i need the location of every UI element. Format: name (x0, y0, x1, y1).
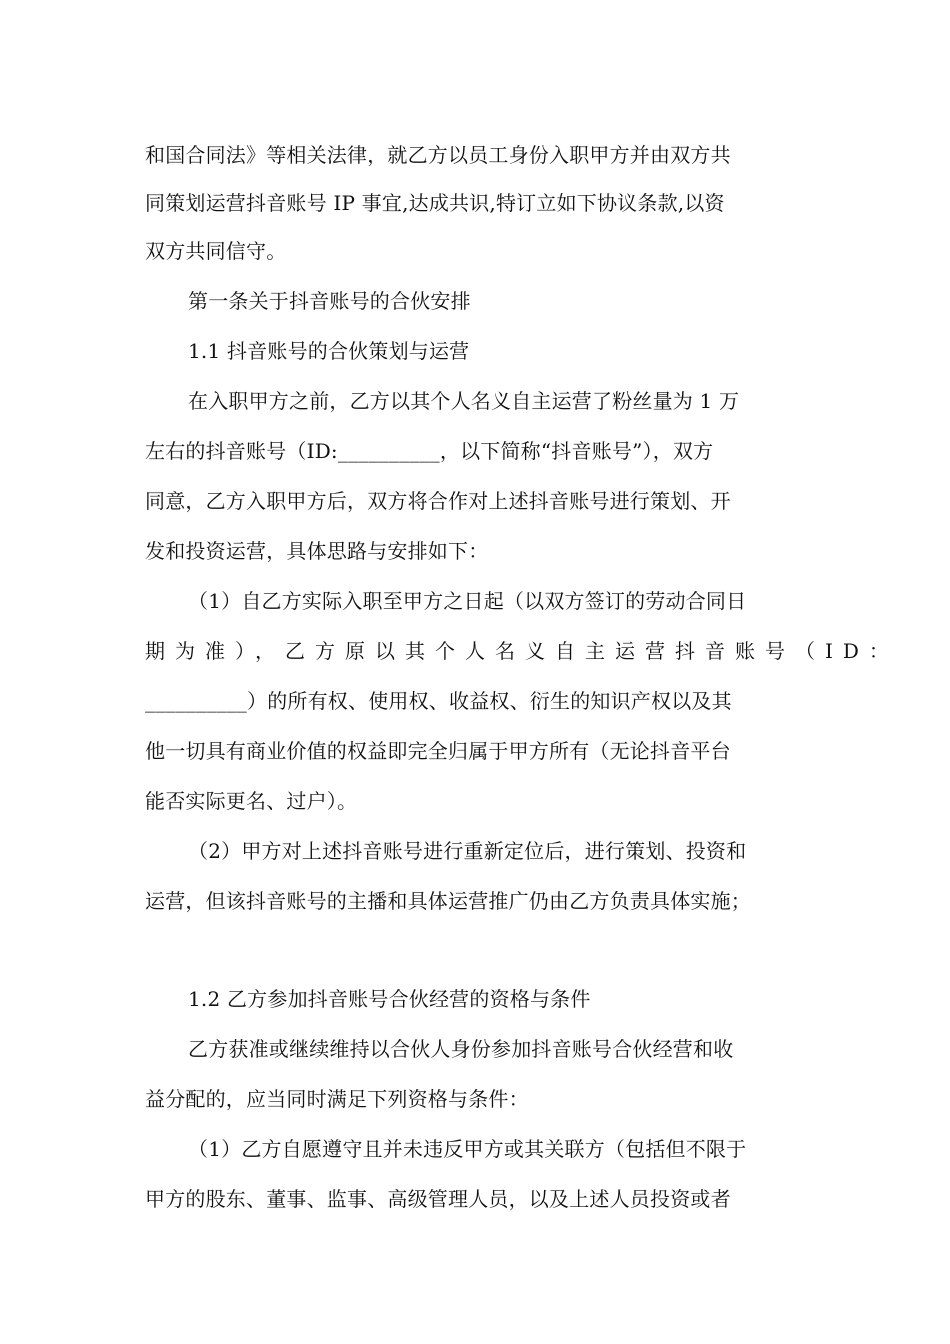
text-line (0, 436, 950, 466)
line-text: 能否实际更名、过户）。 (145, 789, 358, 813)
line-text: 运营，但该抖音账号的主播和具体运营推广仍由乙方负责具体实施； (145, 889, 751, 913)
line-text: 同意，乙方入职甲方后，双方将合作对上述抖音账号进行策划、开 (145, 489, 731, 513)
line-text: （2）甲方对上述抖音账号进行重新定位后，进行策划、投资和 (188, 839, 747, 863)
text-line (0, 188, 950, 218)
text-line (0, 236, 950, 266)
text-line (0, 836, 950, 866)
line-text: 期为准），乙方原以其个人名义自主运营抖音账号（ID： (145, 639, 899, 663)
line-text: 1.2 乙方参加抖音账号合伙经营的资格与条件 (188, 987, 591, 1011)
line-text: 他一切具有商业价值的权益即完全归属于甲方所有（无论抖音平台 (145, 739, 731, 763)
line-text: 益分配的，应当同时满足下列资格与条件： (145, 1087, 529, 1111)
line-text: 和国合同法》等相关法律，就乙方以员工身份入职甲方并由双方共 (145, 143, 731, 167)
text-line (0, 1084, 950, 1114)
text-line (0, 1184, 950, 1214)
text-line (0, 486, 950, 516)
text-line (0, 140, 950, 170)
subsection-heading (0, 336, 950, 366)
line-text: 同策划运营抖音账号 IP 事宜,达成共识,特订立如下协议条款,以资 (145, 191, 725, 215)
line-text: 甲方的股东、董事、监事、高级管理人员，以及上述人员投资或者 (145, 1187, 731, 1211)
text-line (0, 1034, 950, 1064)
line-text: 1.1 抖音账号的合伙策划与运营 (188, 339, 470, 363)
text-line (0, 886, 950, 916)
text-line (0, 1134, 950, 1164)
line-text: 双方共同信守。 (145, 239, 287, 263)
text-line (0, 386, 950, 416)
text-line (0, 686, 950, 716)
line-text: __________）的所有权、使用权、收益权、衍生的知识产权以及其 (145, 689, 732, 713)
text-line (0, 736, 950, 766)
line-text: （1）乙方自愿遵守且并未违反甲方或其关联方（包括但不限于 (188, 1137, 747, 1161)
text-line (0, 636, 950, 666)
line-text: 乙方获准或继续维持以合伙人身份参加抖音账号合伙经营和收 (188, 1037, 734, 1061)
text-line (0, 786, 950, 816)
line-text: （1）自乙方实际入职至甲方之日起（以双方签订的劳动合同日 (188, 589, 747, 613)
text-line (0, 536, 950, 566)
subsection-heading (0, 984, 950, 1014)
line-text: 左右的抖音账号（ID:__________，以下简称“抖音账号”），双方 (145, 439, 714, 463)
text-line (0, 586, 950, 616)
line-text: 第一条关于抖音账号的合伙安排 (188, 289, 471, 313)
line-text: 在入职甲方之前，乙方以其个人名义自主运营了粉丝量为 1 万 (188, 389, 740, 413)
line-text: 发和投资运营，具体思路与安排如下： (145, 539, 489, 563)
section-heading (0, 286, 950, 316)
